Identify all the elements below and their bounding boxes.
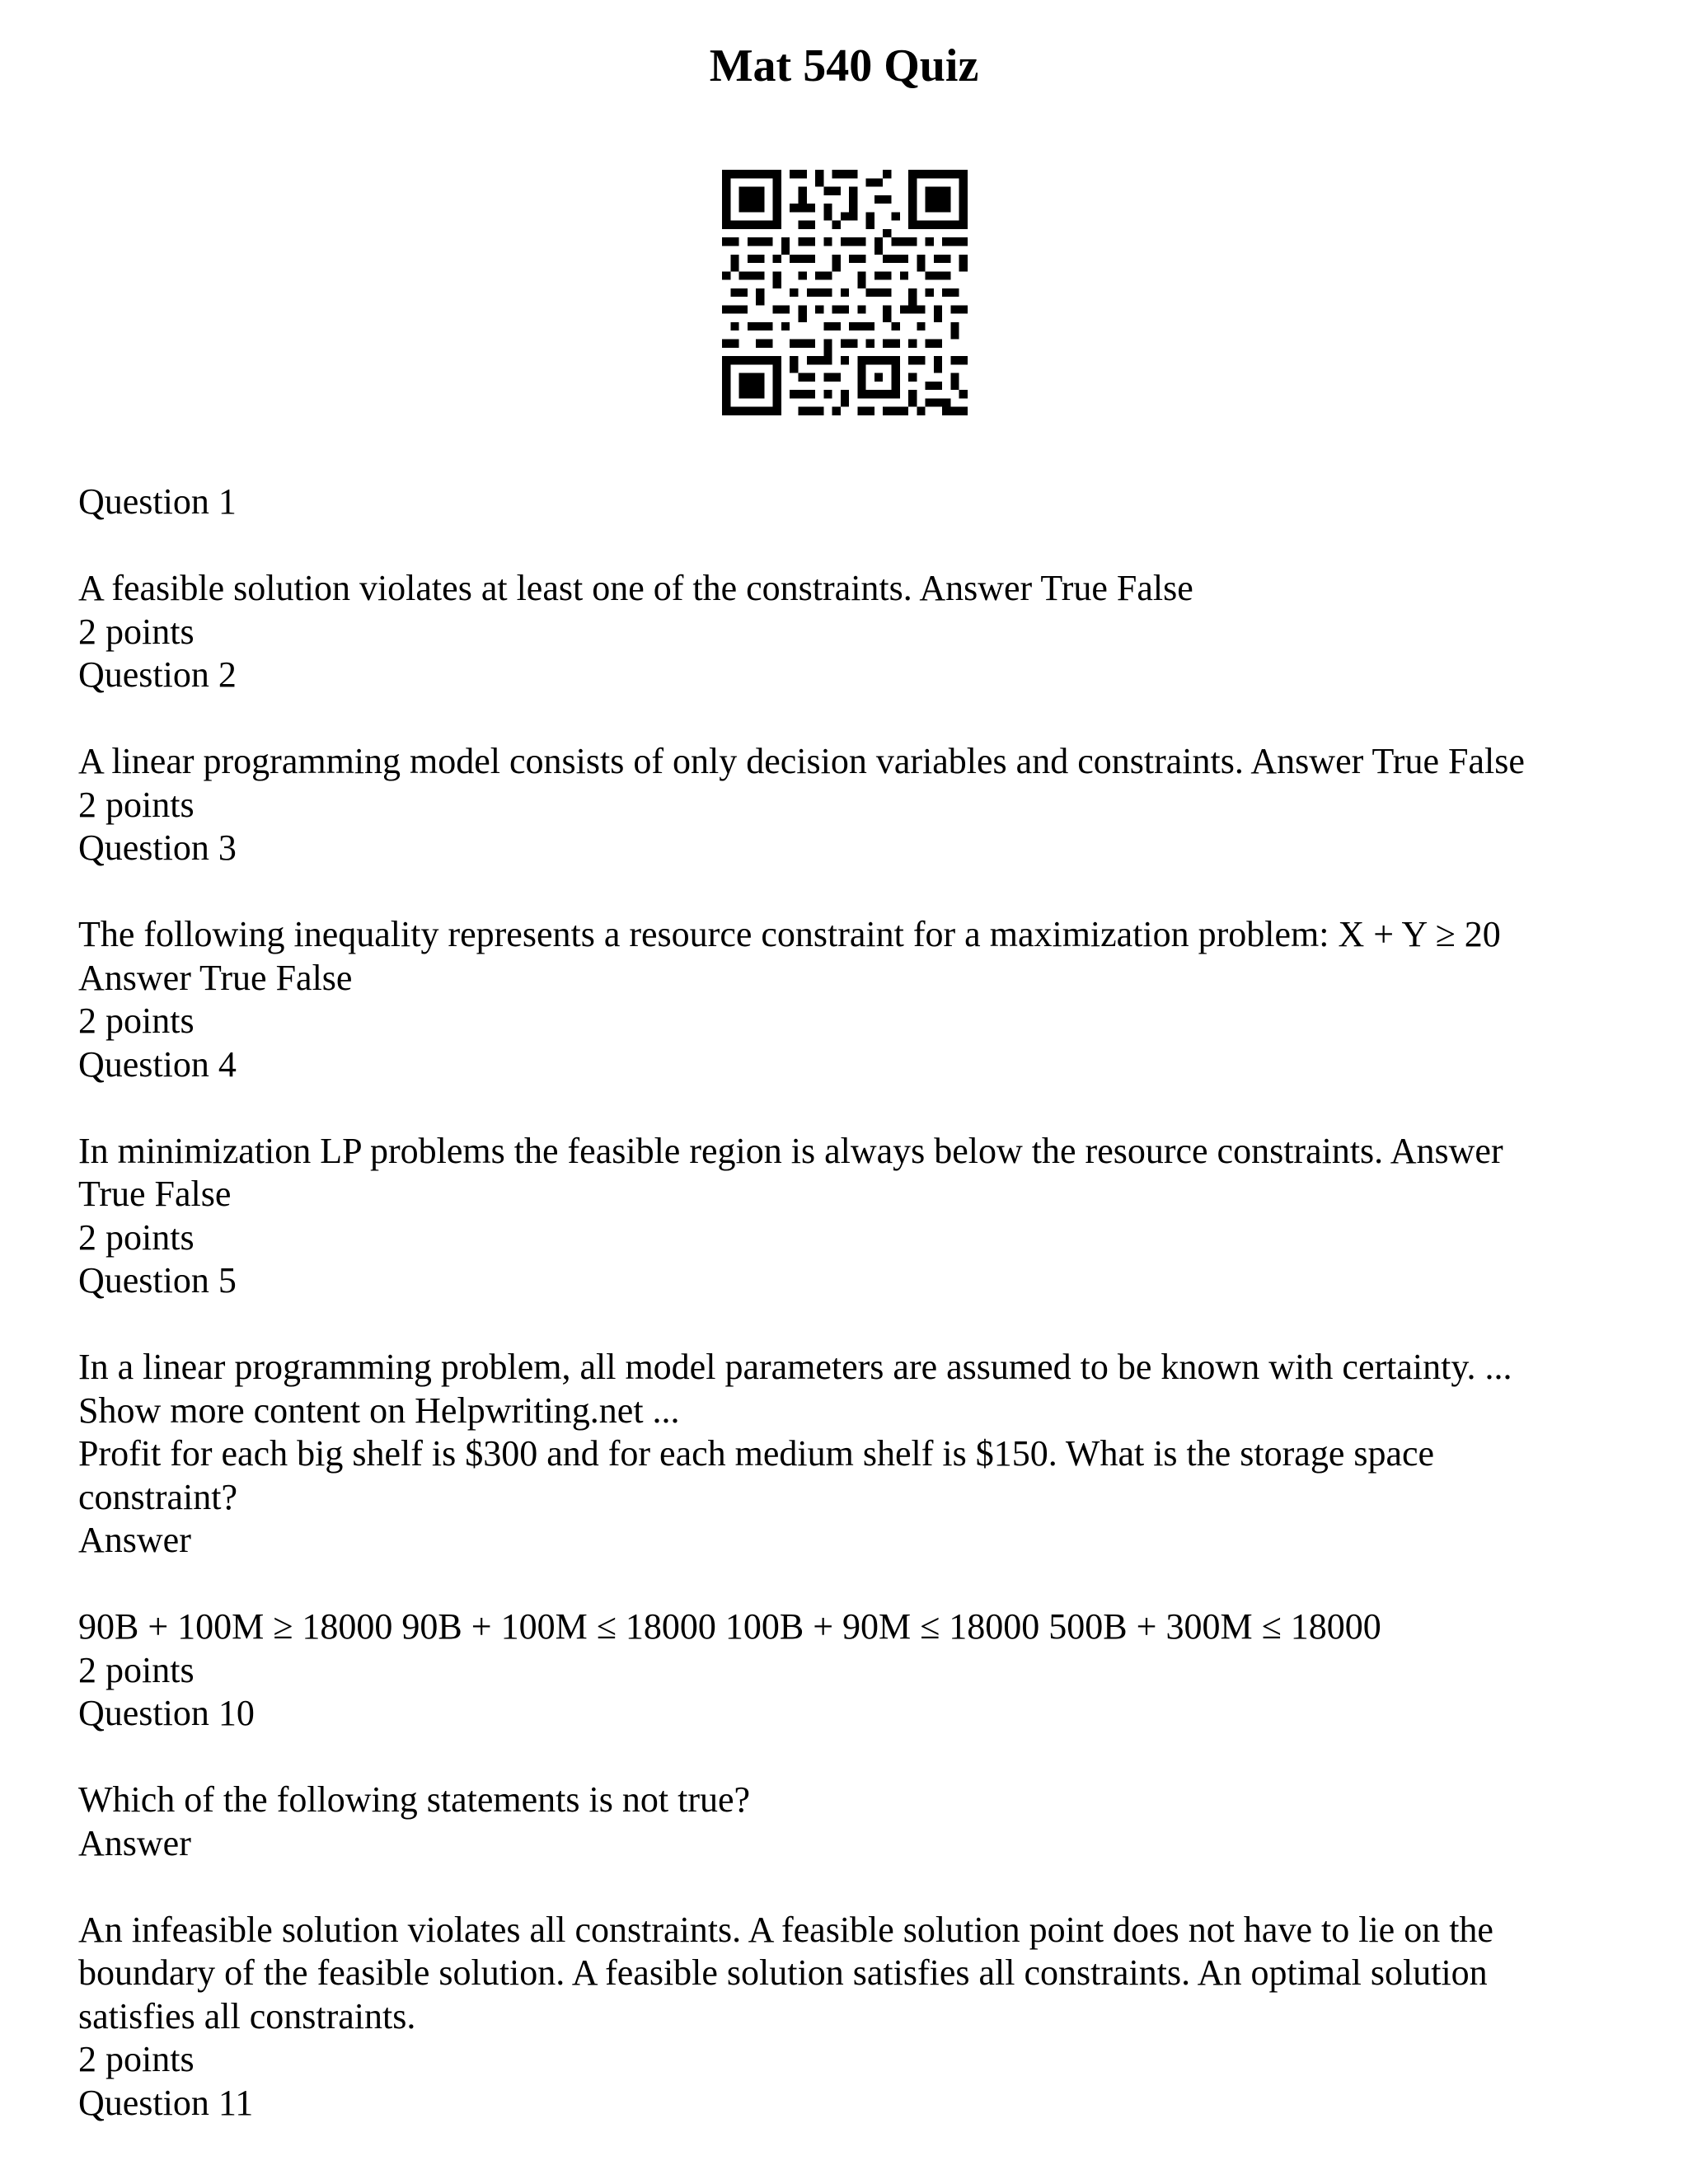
- answer-options: Answer True False: [78, 957, 353, 998]
- answer-label: Answer: [78, 1822, 191, 1863]
- blank-line: [78, 870, 1611, 914]
- points-label: 2 points: [78, 1649, 195, 1690]
- answer-options: satisfies all constraints.: [78, 1995, 416, 2036]
- question-heading: Question 5: [78, 1260, 237, 1301]
- question-heading: Question 11: [78, 2082, 254, 2123]
- blank-line: [78, 697, 1611, 741]
- points-label: 2 points: [78, 1216, 195, 1258]
- document-title: Mat 540 Quiz: [709, 40, 979, 91]
- question-text: In minimization LP problems the feasible region is always below the resource constraints. Answer: [78, 1130, 1503, 1171]
- blank-line: [78, 1563, 1611, 1606]
- question-text: Profit for each big shelf is $300 and for each medium shelf is $150. What is the storage space: [78, 1433, 1435, 1474]
- quiz-content: [78, 480, 1611, 2125]
- question-text: The following inequality represents a resource constraint for a maximization problem: X + Y ≥ 20: [78, 914, 1501, 954]
- points-label: 2 points: [78, 2039, 195, 2079]
- question-heading: Question 3: [78, 827, 237, 868]
- question-heading: Question 4: [78, 1043, 237, 1085]
- answer-options: True False: [78, 1174, 232, 1214]
- blank-line: [78, 1865, 1611, 1909]
- answer-options: boundary of the feasible solution. A feasible solution satisfies all constraints. An optimal solution: [78, 1952, 1488, 1993]
- blank-line: [78, 524, 1611, 568]
- question-text: constraint?: [78, 1476, 238, 1517]
- question-text: Which of the following statements is not true?: [78, 1779, 751, 1820]
- points-label: 2 points: [78, 784, 195, 825]
- blank-line: [78, 1086, 1611, 1130]
- question-text: In a linear programming problem, all model parameters are assumed to be known with certainty. ...: [78, 1347, 1512, 1387]
- points-label: 2 points: [78, 611, 195, 652]
- answer-options: 90B + 100M ≥ 18000 90B + 100M ≤ 18000 100B + 90M ≤ 18000 500B + 300M ≤ 18000: [78, 1606, 1381, 1647]
- points-label: 2 points: [78, 1001, 195, 1041]
- show-more-text: Show more content on Helpwriting.net ...: [78, 1390, 680, 1431]
- question-heading: Question 10: [78, 1693, 255, 1733]
- question-text: A feasible solution violates at least one of the constraints. Answer True False: [78, 568, 1193, 608]
- blank-line: [78, 1736, 1611, 1779]
- blank-line: [78, 1303, 1611, 1347]
- question-text: A linear programming model consists of only decision variables and constraints. Answer True False: [78, 741, 1525, 781]
- qr-code-icon: [722, 170, 968, 415]
- answer-options: An infeasible solution violates all constraints. A feasible solution point does not have to lie on the: [78, 1909, 1493, 1950]
- answer-label: Answer: [78, 1520, 191, 1560]
- question-heading: Question 1: [78, 481, 237, 522]
- question-heading: Question 2: [78, 654, 237, 695]
